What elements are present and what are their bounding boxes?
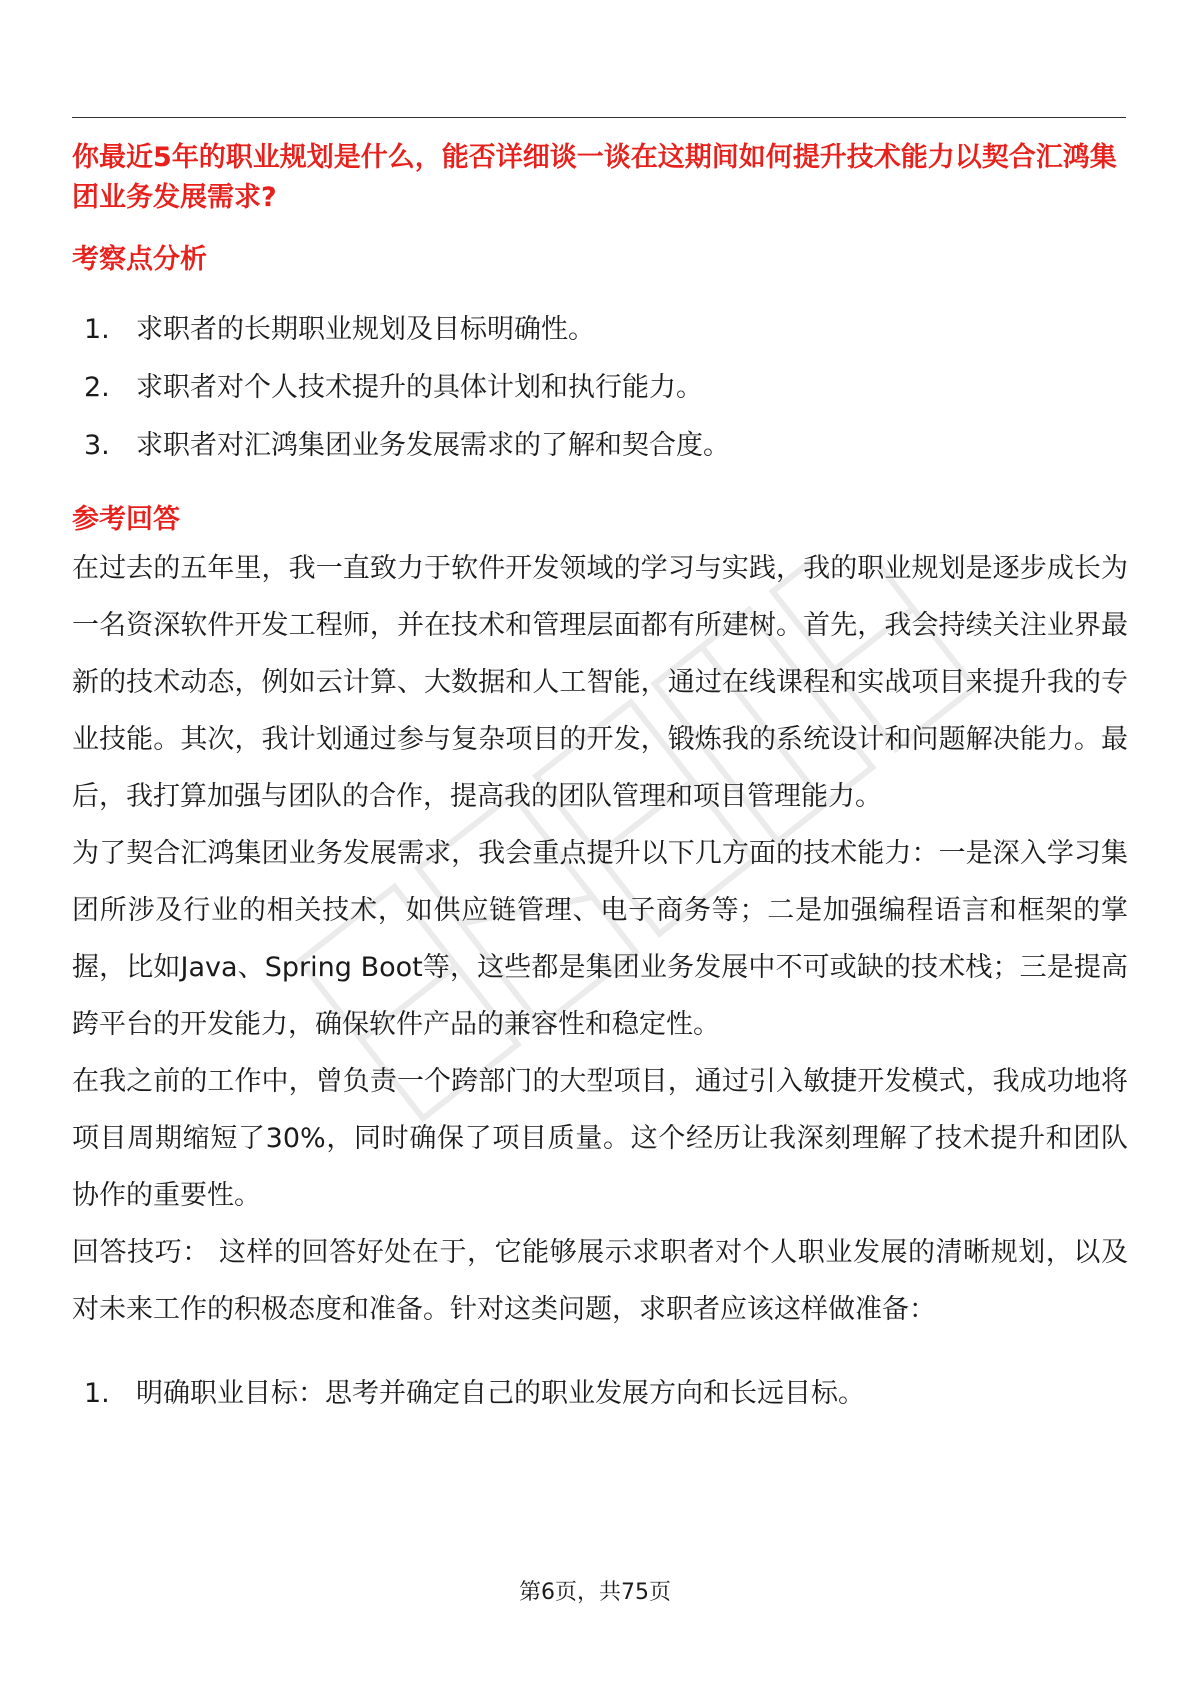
page-number: 第6页，共75页	[519, 1580, 671, 1605]
list-number: 2.	[84, 372, 110, 403]
answer-paragraph: 为了契合汇鸿集团业务发展需求，我会重点提升以下几方面的技术能力：一是深入学习集团所涉及行业的相关技术，如供应链管理、电子商务等；二是加强编程语言和框架的掌握，比如Java、Spring Boot等，这些都是集团业务发展中不可或缺的技术栈；三是提高跨平台的开发能力，确保软件产品的兼容性和稳定性。	[72, 838, 1128, 1040]
list-text: 求职者对个人技术提升的具体计划和执行能力。	[136, 372, 703, 403]
tips-list	[72, 1374, 1128, 1414]
answer-paragraph: 在过去的五年里，我一直致力于软件开发领域的学习与实践，我的职业规划是逐步成长为一名资深软件开发工程师，并在技术和管理层面都有所建树。首先，我会持续关注业界最新的技术动态，例如云计算、大数据和人工智能，通过在线课程和实战项目来提升我的专业技能。其次，我计划通过参与复杂项目的开发，锻炼我的系统设计和问题解决能力。最后，我打算加强与团队的合作，提高我的团队管理和项目管理能力。	[72, 553, 1128, 812]
list-item	[72, 1374, 1128, 1414]
answer-paragraph: 在我之前的工作中，曾负责一个跨部门的大型项目，通过引入敏捷开发模式，我成功地将项目周期缩短了30%，同时确保了项目质量。这个经历让我深刻理解了技术提升和团队协作的重要性。	[72, 1066, 1128, 1211]
list-number: 1.	[84, 314, 110, 345]
list-item	[72, 426, 1128, 466]
list-number: 1.	[84, 1378, 110, 1409]
list-text: 明确职业目标：思考并确定自己的职业发展方向和长远目标。	[136, 1378, 865, 1409]
question-title: 你最近5年的职业规划是什么，能否详细谈一谈在这期间如何提升技术能力以契合汇鸿集团业务发展需求?	[72, 142, 1117, 213]
analysis-list	[72, 310, 1128, 466]
answer-tips-paragraph: 回答技巧： 这样的回答好处在于，它能够展示求职者对个人职业发展的清晰规划，以及对未来工作的积极态度和准备。针对这类问题，求职者应该这样做准备：	[72, 1237, 1128, 1325]
list-text: 求职者的长期职业规划及目标明确性。	[136, 314, 595, 345]
list-item	[72, 310, 1128, 350]
answer-heading: 参考回答	[72, 504, 180, 535]
analysis-heading: 考察点分析	[72, 244, 207, 275]
list-text: 求职者对汇鸿集团业务发展需求的了解和契合度。	[136, 430, 730, 461]
document-body	[72, 138, 1128, 1432]
list-item	[72, 368, 1128, 408]
list-number: 3.	[84, 430, 110, 461]
header-divider	[72, 117, 1126, 118]
